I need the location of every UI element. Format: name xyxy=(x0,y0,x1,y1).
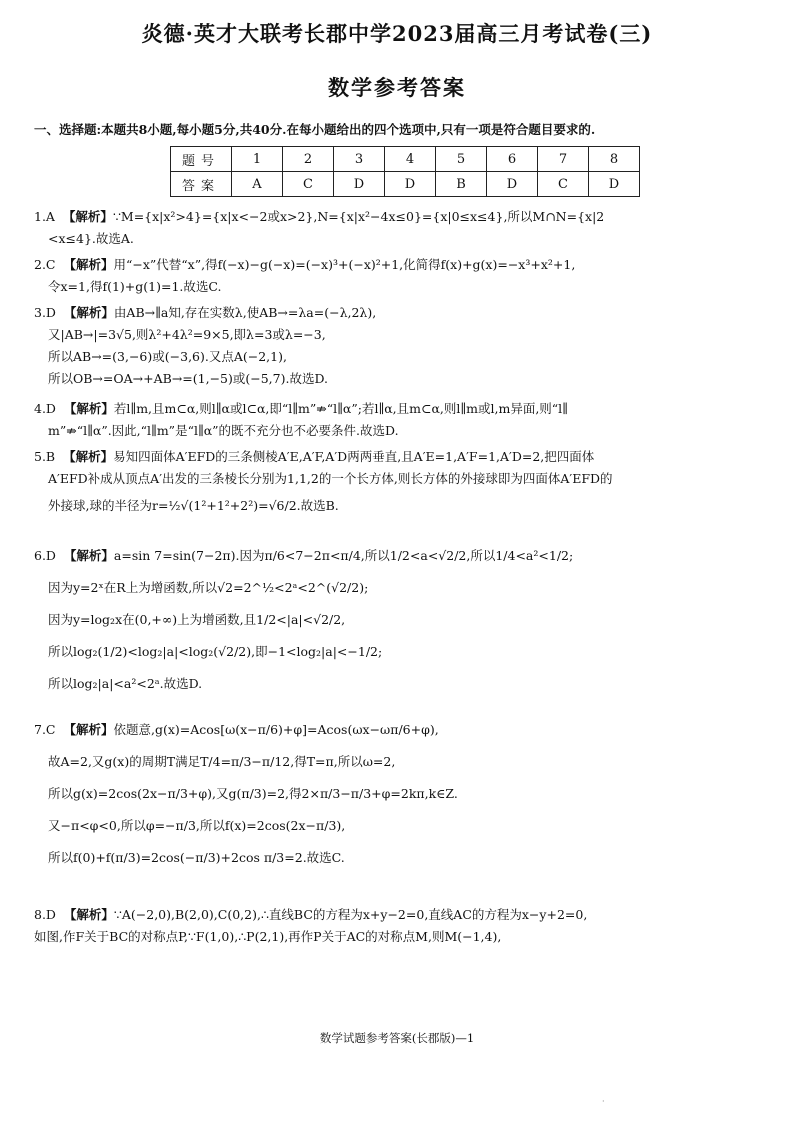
question-number: 6 xyxy=(487,147,538,172)
solution-q4 xyxy=(34,398,774,442)
solution-q2 xyxy=(34,254,774,298)
solution-line: 因为y=2ˣ在R上为增函数,所以√2=2^½<2ᵃ<2^(√2/2); xyxy=(48,580,369,595)
question-number: 7 xyxy=(538,147,589,172)
solution-line: 又|AB→|=3√5,则λ²+4λ²=9×5,即λ=3或λ=−3, xyxy=(48,327,326,342)
answer-table-number-row xyxy=(171,147,640,172)
solution-q7 xyxy=(34,714,774,874)
answer-letter: D xyxy=(487,172,538,197)
solution-line: 所以log₂|a|<a²<2ᵃ.故选D. xyxy=(48,676,203,691)
question-number: 1 xyxy=(232,147,283,172)
solution-text: 依题意,g(x)=Acos[ω(x−π/6)+φ]=Acos(ωx−ωπ/6+φ), xyxy=(113,722,439,737)
solution-line: 所以f(0)+f(π/3)=2cos(−π/3)+2cos π/3=2.故选C. xyxy=(48,850,345,865)
solution-line xyxy=(34,254,774,276)
question-label: 8.D xyxy=(34,907,56,922)
solution-line xyxy=(34,398,774,420)
solution-q5 xyxy=(34,446,774,522)
page-subtitle: 数学参考答案 xyxy=(328,75,466,100)
solution-line: 外接球,球的半径为r=½√(1²+1²+2²)=√6/2.故选B. xyxy=(48,498,339,513)
solution-q1 xyxy=(34,206,774,250)
solution-line: 又−π<φ<0,所以φ=−π/3,所以f(x)=2cos(2x−π/3), xyxy=(48,818,346,833)
question-number: 3 xyxy=(334,147,385,172)
answer-letter: D xyxy=(385,172,436,197)
solution-line xyxy=(34,904,774,926)
answer-letter: C xyxy=(538,172,589,197)
scan-speck: · xyxy=(602,1097,605,1106)
answer-table-row-label: 答案 xyxy=(171,172,232,197)
solution-line: 如图,作F关于BC的对称点P,∵F(1,0),∴P(2,1),再作P关于AC的对称点M,则M(−1,4), xyxy=(34,929,502,944)
solution-text: 由AB→∥a知,存在实数λ,使AB→=λa=(−λ,2λ), xyxy=(113,305,377,320)
question-number: 4 xyxy=(385,147,436,172)
answer-table-answer-row xyxy=(171,172,640,197)
answer-table-row-label: 题号 xyxy=(171,147,232,172)
solution-line xyxy=(34,302,774,324)
answer-letter: A xyxy=(232,172,283,197)
analysis-tag: 【解析】 xyxy=(63,722,114,737)
question-number: 5 xyxy=(436,147,487,172)
solution-line: <x≤4}.故选A. xyxy=(48,231,134,246)
answer-letter: D xyxy=(334,172,385,197)
question-label: 1.A xyxy=(34,209,55,224)
solution-text: ∵M={x|x²>4}={x|x<−2或x>2},N={x|x²−4x≤0}={x|0≤x≤4},所以M∩N={x|2 xyxy=(112,209,605,224)
solution-text: 若l∥m,且m⊂α,则l∥α或l⊂α,即“l∥m”⇏“l∥α”;若l∥α,且m⊂α,则l∥m或l,m异面,则“l∥ xyxy=(113,401,568,416)
analysis-tag: 【解析】 xyxy=(63,305,114,320)
page-title: 炎德·英才大联考长郡中学2023届高三月考试卷(三) xyxy=(141,21,653,46)
solution-q8 xyxy=(34,904,774,948)
solution-text: ∵A(−2,0),B(2,0),C(0,2),∴直线BC的方程为x+y−2=0,直线AC的方程为x−y+2=0, xyxy=(113,907,588,922)
solution-line: 所以OB→=OA→+AB→=(1,−5)或(−5,7).故选D. xyxy=(48,371,328,386)
solution-line xyxy=(34,540,774,572)
solution-line xyxy=(34,206,774,228)
solution-line: 因为y=log₂x在(0,+∞)上为增函数,且1/2<|a|<√2/2, xyxy=(48,612,346,627)
solution-line: 所以log₂(1/2)<log₂|a|<log₂(√2/2),即−1<log₂|a|<−1/2; xyxy=(48,644,383,659)
solution-line: 所以AB→=(3,−6)或(−3,6).又点A(−2,1), xyxy=(48,349,287,364)
question-label: 6.D xyxy=(34,548,56,563)
analysis-tag: 【解析】 xyxy=(63,548,114,563)
answer-letter: C xyxy=(283,172,334,197)
solution-line xyxy=(34,714,774,746)
solution-text: 易知四面体A′EFD的三条侧棱A′E,A′F,A′D两两垂直,且A′E=1,A′F=1,A′D=2,把四面体 xyxy=(113,449,595,464)
solution-line: 所以g(x)=2cos(2x−π/3+φ),又g(π/3)=2,得2×π/3−π/3+φ=2kπ,k∈Z. xyxy=(48,786,458,801)
solution-line xyxy=(34,446,774,468)
solution-q3 xyxy=(34,302,774,390)
question-label: 3.D xyxy=(34,305,56,320)
analysis-tag: 【解析】 xyxy=(63,401,114,416)
solution-line: 故A=2,又g(x)的周期T满足T/4=π/3−π/12,得T=π,所以ω=2, xyxy=(48,754,396,769)
question-label: 4.D xyxy=(34,401,56,416)
analysis-tag: 【解析】 xyxy=(63,257,114,272)
solution-line: 令x=1,得f(1)+g(1)=1.故选C. xyxy=(48,279,222,294)
analysis-tag: 【解析】 xyxy=(62,209,113,224)
solution-line: m”⇏“l∥α”.因此,“l∥m”是“l∥α”的既不充分也不必要条件.故选D. xyxy=(48,423,399,438)
page-footer: 数学试题参考答案(长郡版)—1 xyxy=(319,1031,475,1045)
solution-text: a=sin 7=sin(7−2π).因为π/6<7−2π<π/4,所以1/2<a<√2/2,所以1/4<a²<1/2; xyxy=(113,548,574,563)
answer-table xyxy=(170,146,640,197)
solution-q6 xyxy=(34,540,774,700)
question-number: 8 xyxy=(589,147,640,172)
analysis-tag: 【解析】 xyxy=(63,449,114,464)
answer-letter: D xyxy=(589,172,640,197)
answer-letter: B xyxy=(436,172,487,197)
question-label: 2.C xyxy=(34,257,56,272)
solution-line: A′EFD补成从顶点A′出发的三条棱长分别为1,1,2的一个长方体,则长方体的外接球即为四面体A′EFD的 xyxy=(48,471,613,486)
section-heading: 一、选择题:本题共8小题,每小题5分,共40分.在每小题给出的四个选项中,只有一项是符合题目要求的. xyxy=(34,122,596,137)
analysis-tag: 【解析】 xyxy=(63,907,114,922)
question-number: 2 xyxy=(283,147,334,172)
question-label: 7.C xyxy=(34,722,56,737)
solution-text: 用“−x”代替“x”,得f(−x)−g(−x)=(−x)³+(−x)²+1,化简得f(x)+g(x)=−x³+x²+1, xyxy=(113,257,576,272)
question-label: 5.B xyxy=(34,449,56,464)
